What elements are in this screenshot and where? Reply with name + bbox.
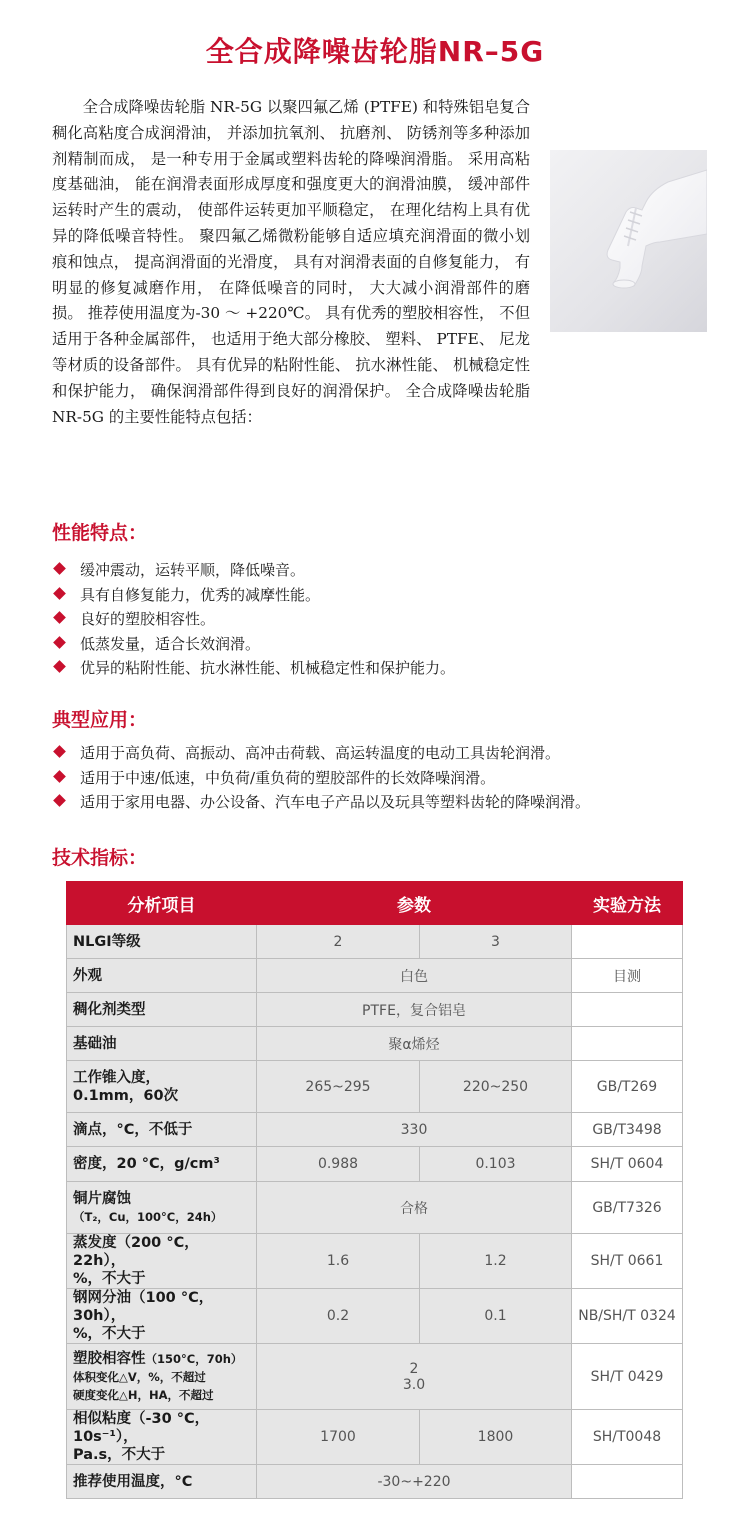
table-row: 密度，20 °C，g/cm³ 0.988 0.103 SH/T 0604	[67, 1147, 683, 1182]
diamond-bullet-icon	[53, 745, 66, 758]
list-item: 缓冲震动，运转平顺，降低噪音。	[52, 558, 455, 583]
specs-heading: 技术指标：	[52, 847, 148, 869]
features-heading: 性能特点：	[52, 522, 148, 544]
table-row: 相似粘度（-30 °C，10s⁻¹）， Pa.s，不大于 1700 1800 SH/T0048	[67, 1410, 683, 1465]
diamond-bullet-icon	[53, 587, 66, 600]
list-item: 优异的粘附性能、抗水淋性能、机械稳定性和保护能力。	[52, 656, 455, 681]
table-row: 基础油 聚α烯烃	[67, 1027, 683, 1061]
intro-paragraph: 全合成降噪齿轮脂 NR-5G 以聚四氟乙烯 (PTFE) 和特殊铝皂复合稠化高粘度合成润滑油， 并添加抗氧剂、 抗磨剂、 防锈剂等多种添加剂精制而成， 是一种专用于金属或塑料齿轮的降噪润滑脂。 采用高粘度基础油， 能在润滑表面形成厚度和强度更大的润滑油膜， 缓冲部件运转时产生的震动， 使部件运转更加平顺稳定， 在理化结构上具有优异的降低噪音特性。 聚四氟乙烯微粉能够自适应填充润滑面的微小划痕和蚀点， 提高润滑面的光滑度， 具有对润滑表面的自修复能力， 有明显的修复减磨作用， 在降低噪音的同时， 大大减小润滑部件的磨损。 推荐使用温度为-30 ～ +220℃。 具有优秀的塑胶相容性， 不但适用于各种金属部件， 也适用于绝大部分橡胶、 塑料、 PTFE、 尼龙等材质的设备部件。 具有优异的粘附性能、 抗水淋性能、 机械稳定性和保护能力， 确保润滑部件得到良好的润滑保护。 全合成降噪齿轮脂 NR-5G 的主要性能特点包括：	[52, 98, 530, 426]
applications-list	[52, 741, 590, 815]
table-row: NLGI等级 2 3	[67, 925, 683, 959]
diamond-bullet-icon	[53, 611, 66, 624]
list-item: 低蒸发量，适合长效润滑。	[52, 632, 455, 657]
header-method: 实验方法	[572, 882, 683, 925]
diamond-bullet-icon	[53, 770, 66, 783]
header-item: 分析项目	[67, 882, 257, 925]
table-row: 稠化剂类型 PTFE，复合铝皂	[67, 993, 683, 1027]
table-row: 滴点，°C，不低于 330 GB/T3498	[67, 1113, 683, 1147]
applications-heading: 典型应用：	[52, 709, 148, 731]
grease-tube-icon	[550, 150, 707, 332]
diamond-bullet-icon	[53, 562, 66, 575]
diamond-bullet-icon	[53, 794, 66, 807]
list-item: 良好的塑胶相容性。	[52, 607, 455, 632]
spec-table	[66, 881, 683, 1499]
table-row: 外观 白色 目测	[67, 959, 683, 993]
diamond-bullet-icon	[53, 660, 66, 673]
list-item: 适用于高负荷、高振动、高冲击荷载、高运转温度的电动工具齿轮润滑。	[52, 741, 590, 766]
list-item: 适用于家用电器、办公设备、汽车电子产品以及玩具等塑料齿轮的降噪润滑。	[52, 790, 590, 815]
list-item: 具有自修复能力，优秀的减摩性能。	[52, 583, 455, 608]
diamond-bullet-icon	[53, 636, 66, 649]
header-params: 参数	[257, 882, 572, 925]
list-item: 适用于中速/低速，中负荷/重负荷的塑胶部件的长效降噪润滑。	[52, 766, 590, 791]
table-header-row	[67, 882, 683, 925]
page-title: 全合成降噪齿轮脂NR–5G	[205, 35, 545, 68]
table-row: 铜片腐蚀 （T₂，Cu，100°C，24h） 合格 GB/T7326	[67, 1182, 683, 1234]
table-row: 钢网分油（100 °C，30h）， %，不大于 0.2 0.1 NB/SH/T 0324	[67, 1289, 683, 1344]
table-row: 推荐使用温度，°C -30~+220	[67, 1465, 683, 1499]
table-row: 蒸发度（200 °C，22h）， %，不大于 1.6 1.2 SH/T 0661	[67, 1234, 683, 1289]
product-image	[550, 150, 707, 332]
table-row: 工作锥入度， 0.1mm，60次 265~295 220~250 GB/T269	[67, 1061, 683, 1113]
table-row: 塑胶相容性（150°C，70h） 体积变化△V，%，不超过 硬度变化△H，HA，不超过 2 3.0 SH/T 0429	[67, 1344, 683, 1410]
features-list	[52, 558, 455, 681]
